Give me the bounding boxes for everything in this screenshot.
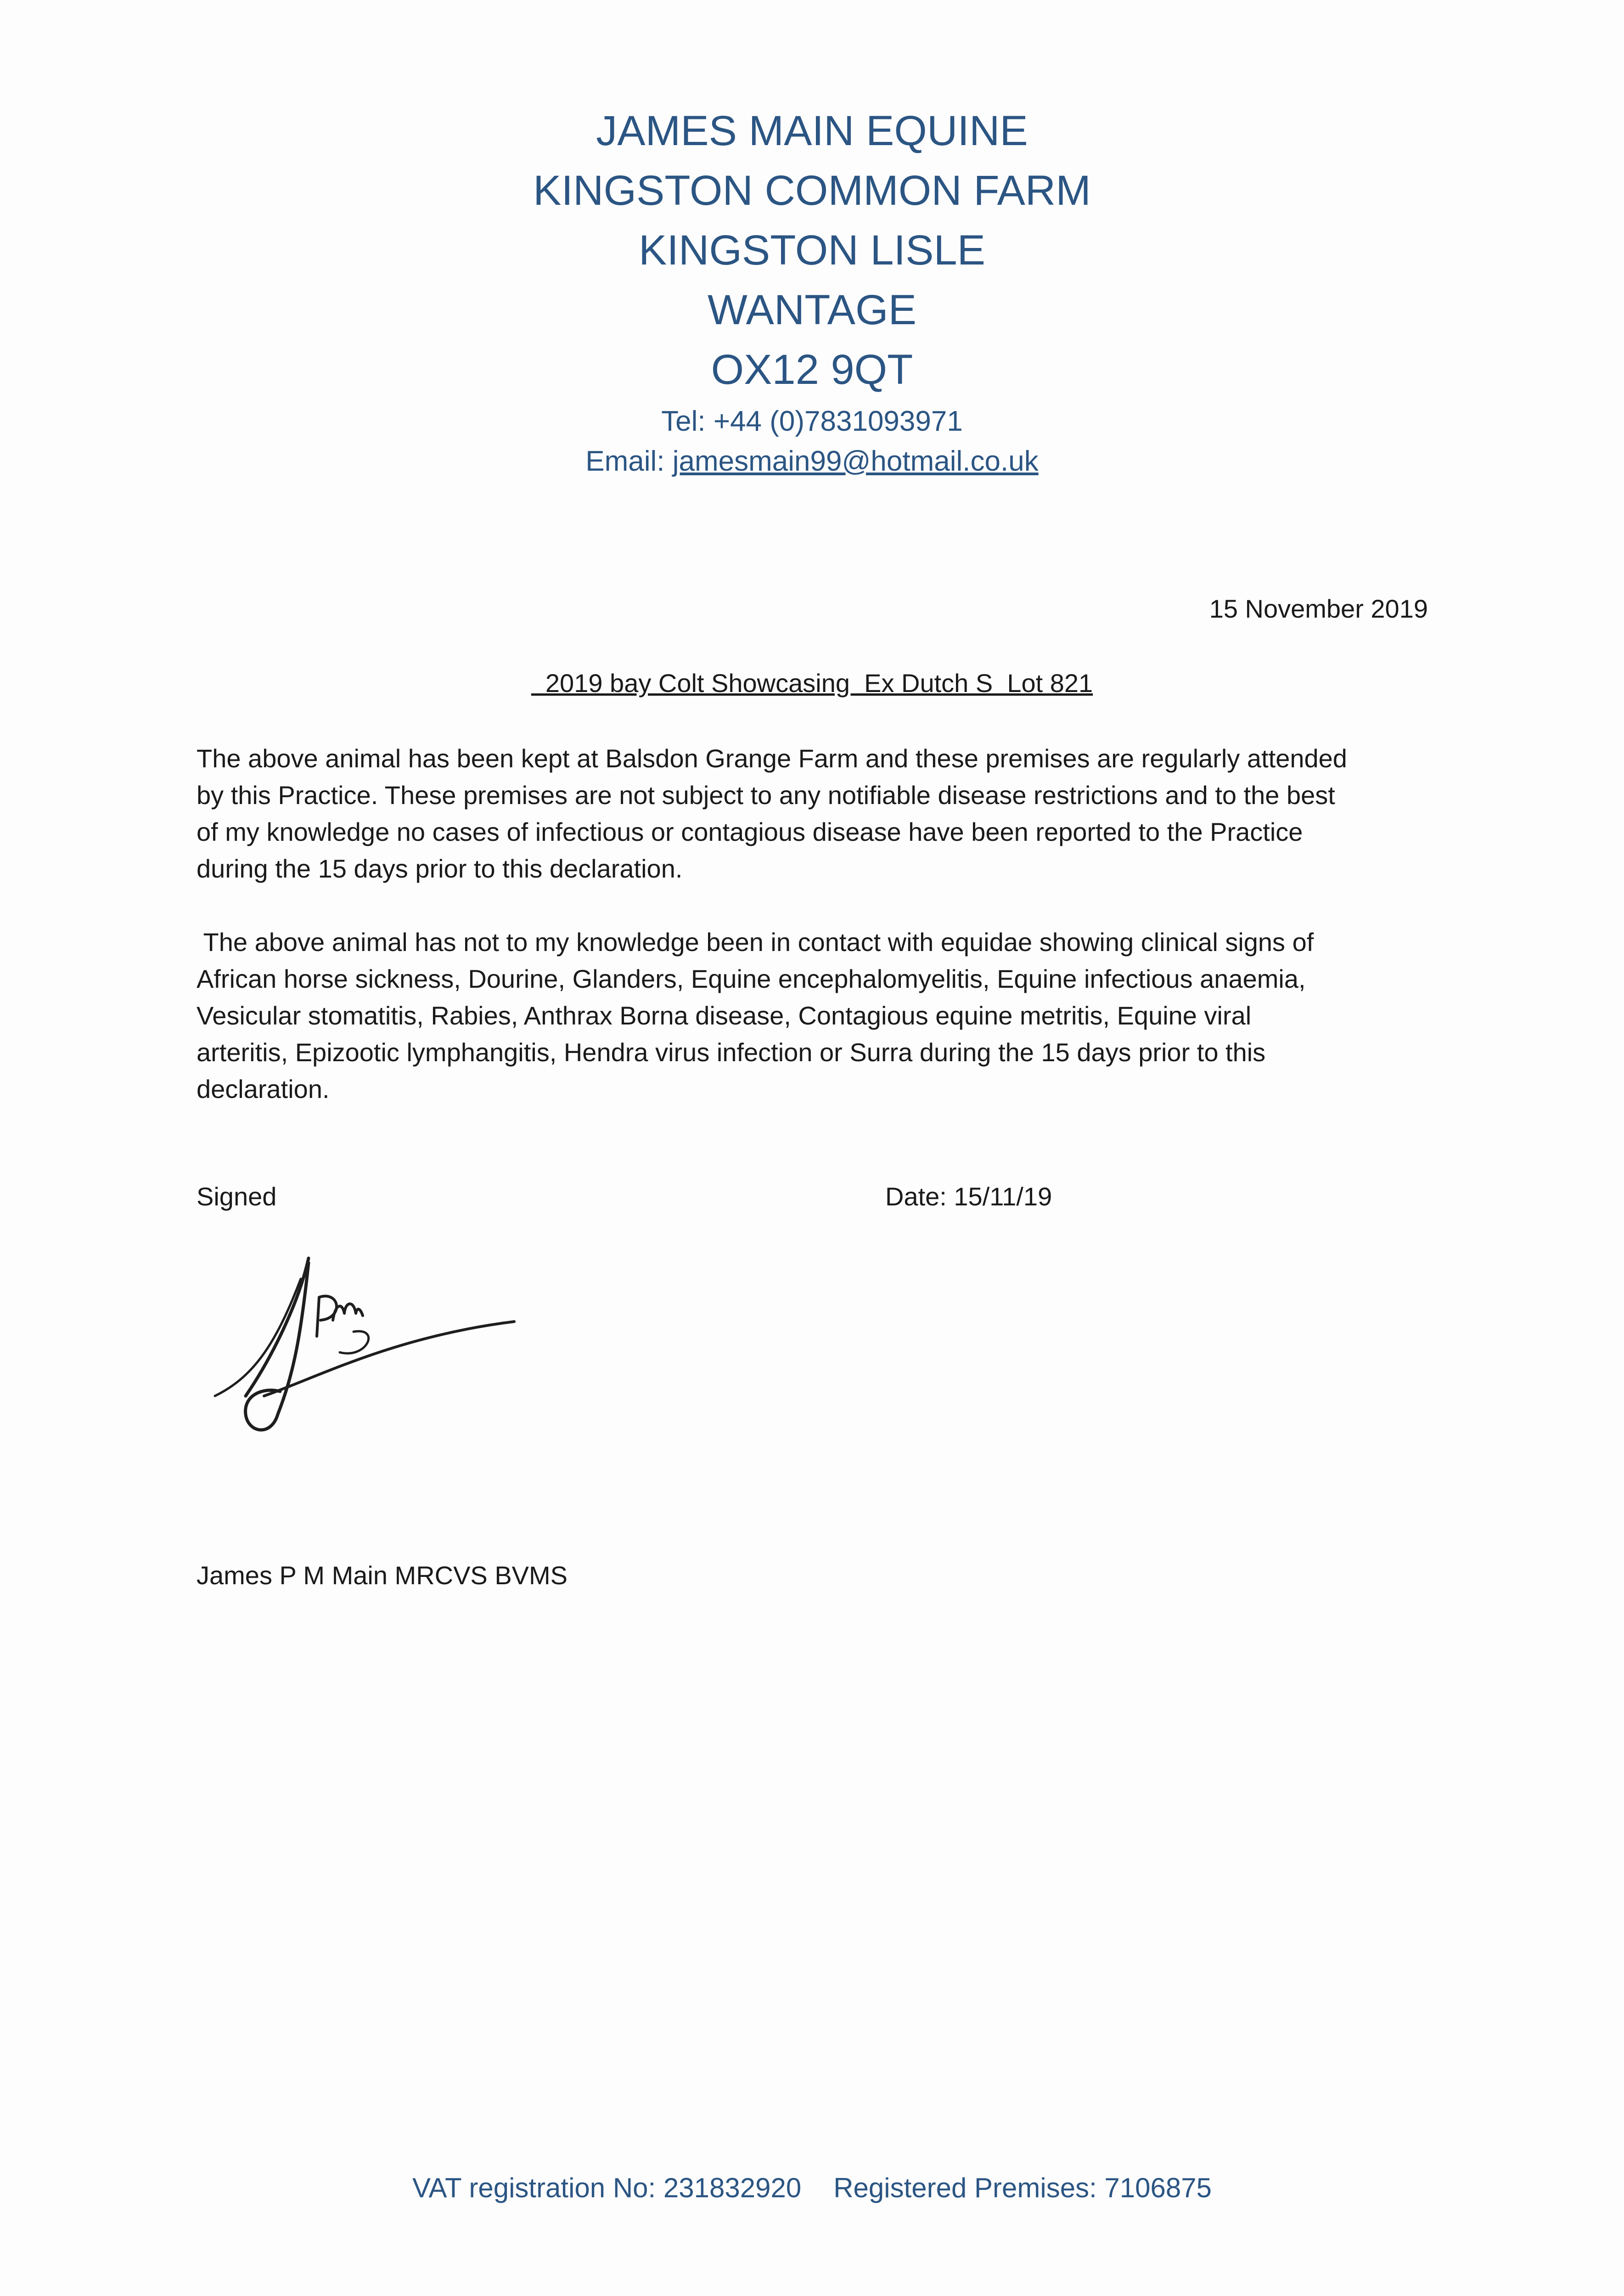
practice-name: JAMES MAIN EQUINE [596,107,1028,154]
paragraph-premises [197,740,1436,887]
signed-label: Signed [197,1182,277,1211]
paragraph-line: arteritis, Epizootic lymphangitis, Hendra virus infection or Surra during the 15 days prior to this [197,1038,1266,1067]
paragraph-line: Vesicular stomatitis, Rabies, Anthrax Borna disease, Contagious equine metritis, Equine viral [197,1001,1252,1030]
address-town: WANTAGE [708,287,916,333]
letter-date: 15 November 2019 [1209,594,1428,623]
tel-number: +44 (0)7831093971 [713,405,963,437]
email-line [0,443,1624,480]
address-line-1: KINGSTON COMMON FARM [533,167,1091,214]
signature-stroke [264,1322,514,1396]
paragraph-line: by this Practice. These premises are not subject to any notifiable disease restrictions and to the best [197,781,1335,810]
registered-premises: Registered Premises: 7106875 [833,2172,1212,2203]
email-link[interactable]: jamesmain99@hotmail.co.uk [672,445,1039,477]
address-line-2: KINGSTON LISLE [638,227,985,274]
email-label: Email: [585,445,665,477]
tel-label: Tel: [661,405,706,437]
subject-line [0,667,1624,700]
paragraph-disease-contact [197,924,1436,1108]
handwritten-signature [202,1221,533,1479]
telephone-line [0,403,1624,440]
subject-text: 2019 bay Colt Showcasing Ex Dutch S Lot 821 [531,669,1093,698]
signature-stroke [340,1331,369,1353]
signatory-name: James P M Main MRCVS BVMS [197,1561,568,1590]
vat-registration: VAT registration No: 231832920 [412,2172,802,2203]
paragraph-line: African horse sickness, Dourine, Glanders, Equine encephalomyelitis, Equine infectious anaemia, [197,964,1306,993]
signature-stroke [333,1304,363,1320]
paragraph-line: during the 15 days prior to this declaration. [197,854,683,883]
paragraph-line: The above animal has not to my knowledge been in contact with equidae showing clinical signs of [197,928,1314,957]
paragraph-line: declaration. [197,1075,330,1103]
paragraph-line: The above animal has been kept at Balsdon Grange Farm and these premises are regularly attended [197,744,1347,773]
footer [0,2170,1624,2206]
paragraph-line: of my knowledge no cases of infectious or contagious disease have been reported to the Practice [197,817,1303,846]
signed-date: Date: 15/11/19 [885,1182,1052,1211]
address-postcode: OX12 9QT [711,346,913,393]
